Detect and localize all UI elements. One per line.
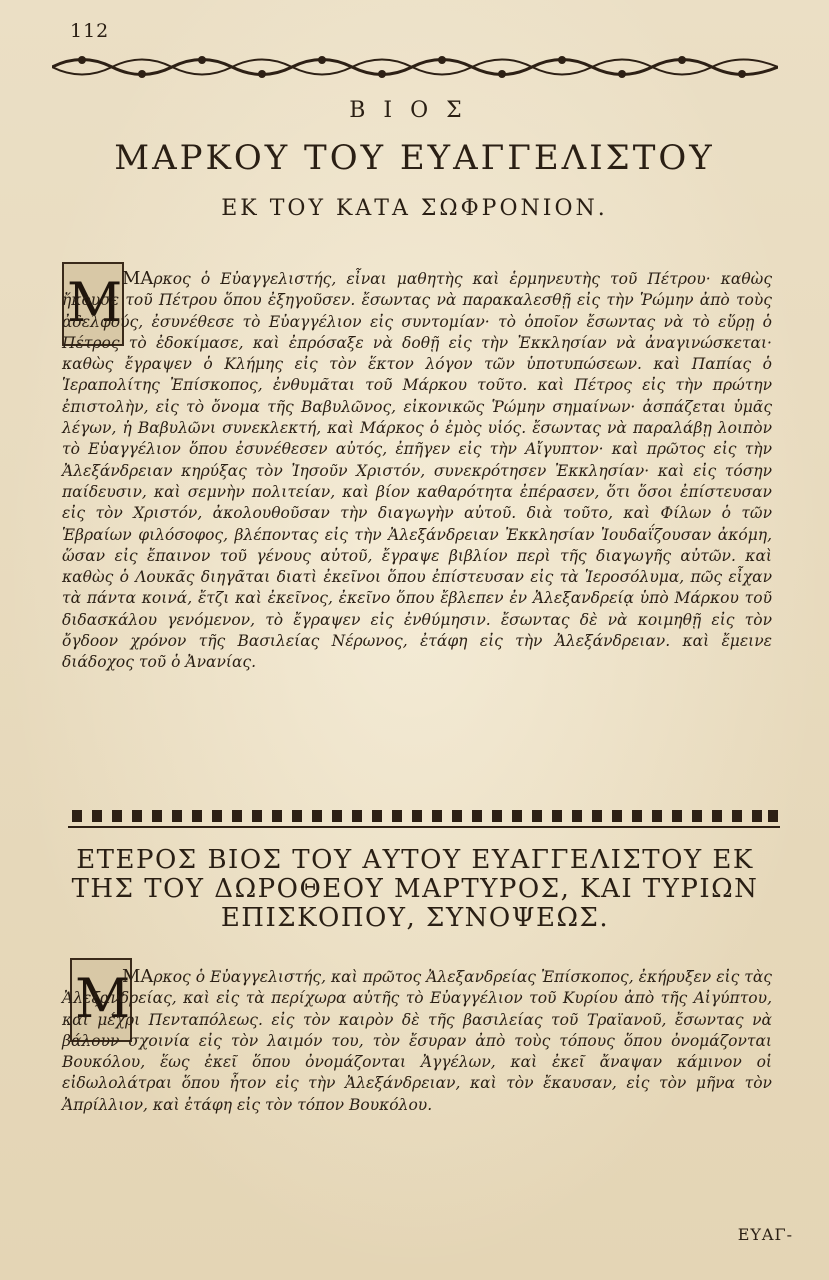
title-small: ΒΙΟΣ (349, 98, 480, 123)
divider-ornament-band (68, 806, 780, 830)
second-section-heading: ΕΤΕΡΟΣ ΒΙΟΣ ΤΟΥ ΑΥΤΟΥ ΕΥΑΓΓΕΛΙΣΤΟΥ ΕΚ ΤΗΣ ΤΟΥ ΔΩΡΟΘΕΟΥ ΜΑΡΤΥΡΟΣ, ΚΑΙ ΤΥΡΙΩΝ ΕΠΙΣΚΟΠΟΥ, ΣΥΝΟΨΕΩΣ. (71, 845, 759, 933)
catchword: ΕΥΑΓ- (737, 1225, 793, 1244)
floral-ornament-band (52, 52, 778, 82)
second-section-body (62, 966, 772, 1116)
first-section-body (62, 268, 772, 674)
second-initial-letter: Μ (75, 967, 131, 1030)
first-lead-in: ΜΑ (122, 268, 154, 289)
second-lead-in: ΜΑ (122, 966, 154, 987)
initial-letter: Μ (67, 271, 123, 334)
page-number: 112 (70, 20, 110, 42)
second-section-text: ρκος ὁ Εὐαγγελιστής, καὶ πρῶτος Ἀλεξανδρείας Ἐπίσκοπος, ἐκήρυξεν εἰς τὰς Ἀλεξανδρείας, καὶ εἰς τὰ περίχωρα αὐτῆς τὸ Εὐαγγέλιον τοῦ Κυρίου ἀπὸ τῆς Αἰγύπτου, καὶ μέχρι Πενταπόλεως. εἰς τὸν καιρὸν δὲ τῆς βασιλείας τοῦ Τραϊανοῦ, ἔσωντας νὰ βάλουν σχοινία εἰς τὸν λαιμόν του, τὸν ἔσυραν ἀπὸ τοὺς τόπους ὅπου ὀνομάζονται Βουκόλου, ἕως ἐκεῖ ὅπου ὀνομάζονται Ἀγγέλων, καὶ ἐκεῖ ἄναψαν κάμινον οἱ εἰδωλολάτραι ὅπου ἦτον εἰς τὴν Ἀλεξάνδρειαν, καὶ τὸν ἔκαυσαν, εἰς τὸν μῆνα τὸν Ἀπρίλλιον, καὶ ἐτάφη εἰς τὸν τόπον Βουκόλου. (62, 968, 772, 1114)
first-section-paragraph (62, 268, 772, 674)
first-section-text: ρκος ὁ Εὐαγγελιστής, εἶναι μαθητὴς καὶ ἑρμηνευτὴς τοῦ Πέτρου· καθὼς ἤκουσε τοῦ Πέτρου ὅπου ἐξηγοῦσεν. ἔσωντας νὰ παρακαλεσθῇ εἰς τὴν Ῥώμην ἀπὸ τοὺς ἀδελφούς, ἐσυνέθεσε τὸ Εὐαγγέλιον εἰς συντομίαν· τὸ ὁποῖον ἔσωντας νὰ τὸ εὕρῃ ὁ Πέτρος τὸ ἐδοκίμασε, καὶ ἐπρόσαξε νὰ δοθῇ εἰς τὴν Ἐκκλησίαν νὰ ἀναγινώσκεται· καθὼς ἔγραψεν ὁ Κλήμης εἰς τὸν ἕκτον λόγον τῶν ὑποτυπώσεων. καὶ Παπίας ὁ Ἱεραπολίτης Ἐπίσκοπος, ἐνθυμᾶται τοῦ Μάρκου τοῦτο. καὶ Πέτρος εἰς τὴν πρώτην ἐπιστολὴν, εἰς τὸ ὄνομα τῆς Βαβυλῶνος, εἰκονικῶς Ῥώμην σημαίνων· ἀσπάζεται ὑμᾶς λέγων, ἡ Βαβυλῶνι συνεκλεκτή, καὶ Μάρκος ὁ ἐμὸς υἱός. ἔσωντας νὰ παραλάβῃ λοιπὸν τὸ Εὐαγγέλιον ὅπου ἐσυνέθεσεν αὐτός, ἐπῆγεν εἰς τὴν Αἴγυπτον· καὶ πρῶτος εἰς τὴν Ἀλεξάνδρειαν κηρύξας τὸν Ἰησοῦν Χριστόν, συνεκρότησεν Ἐκκλησίαν· καὶ εἰς τόσην παίδευσιν, καὶ σεμνὴν πολιτείαν, καὶ βίον καθαρότητα ἐπέρασεν, ὅτι ὅσοι ἐπίστευσαν εἰς τὸν Χριστόν, ἀκολουθοῦσαν τὴν διαγωγὴν αὐτοῦ. διὰ τοῦτο, καὶ Φίλων ὁ τῶν Ἑβραίων φιλόσοφος, βλέποντας εἰς τὴν Ἀλεξάνδρειαν Ἐκκλησίαν Ἰουδαΐζουσαν ἀκόμη, ὥσαν εἰς ἔπαινον τοῦ γένους αὐτοῦ, ἔγραψε βιβλίον περὶ τῆς διαγωγῆς αὐτῶν. καὶ καθὼς ὁ Λουκᾶς διηγᾶται διατὶ ἐκεῖνοι ὅπου ἐπίστευσαν εἰς τὰ Ἱεροσόλυμα, πῶς εἶχαν τὰ πάντα κοινά, ἔτζι καὶ ἐκεῖνος, ἐκεῖνο ὅπου ἔβλεπεν ἐν Ἀλεξανδρείᾳ ὑπὸ Μάρκου τοῦ διδασκάλου γενόμενον, τὸ ἔγραψεν εἰς ἐνθύμησιν. ἔσωντας δὲ νὰ κοιμηθῇ εἰς τὸν ὄγδοον χρόνον τῆς Βασιλείας Νέρωνος, ἐτάφη εἰς τὴν Ἀλεξάνδρειαν. καὶ ἔμεινε διάδοχος τοῦ ὁ Ἀνανίας. (62, 270, 772, 672)
title-main: ΜΑΡΚΟΥ ΤΟΥ ΕΥΑΓΓΕΛΙΣΤΟΥ (114, 138, 715, 178)
second-section-paragraph (62, 966, 772, 1116)
title-sub: ΕΚ ΤΟΥ ΚΑΤΑ ΣΩΦΡΟΝΙΟΝ. (221, 196, 608, 221)
